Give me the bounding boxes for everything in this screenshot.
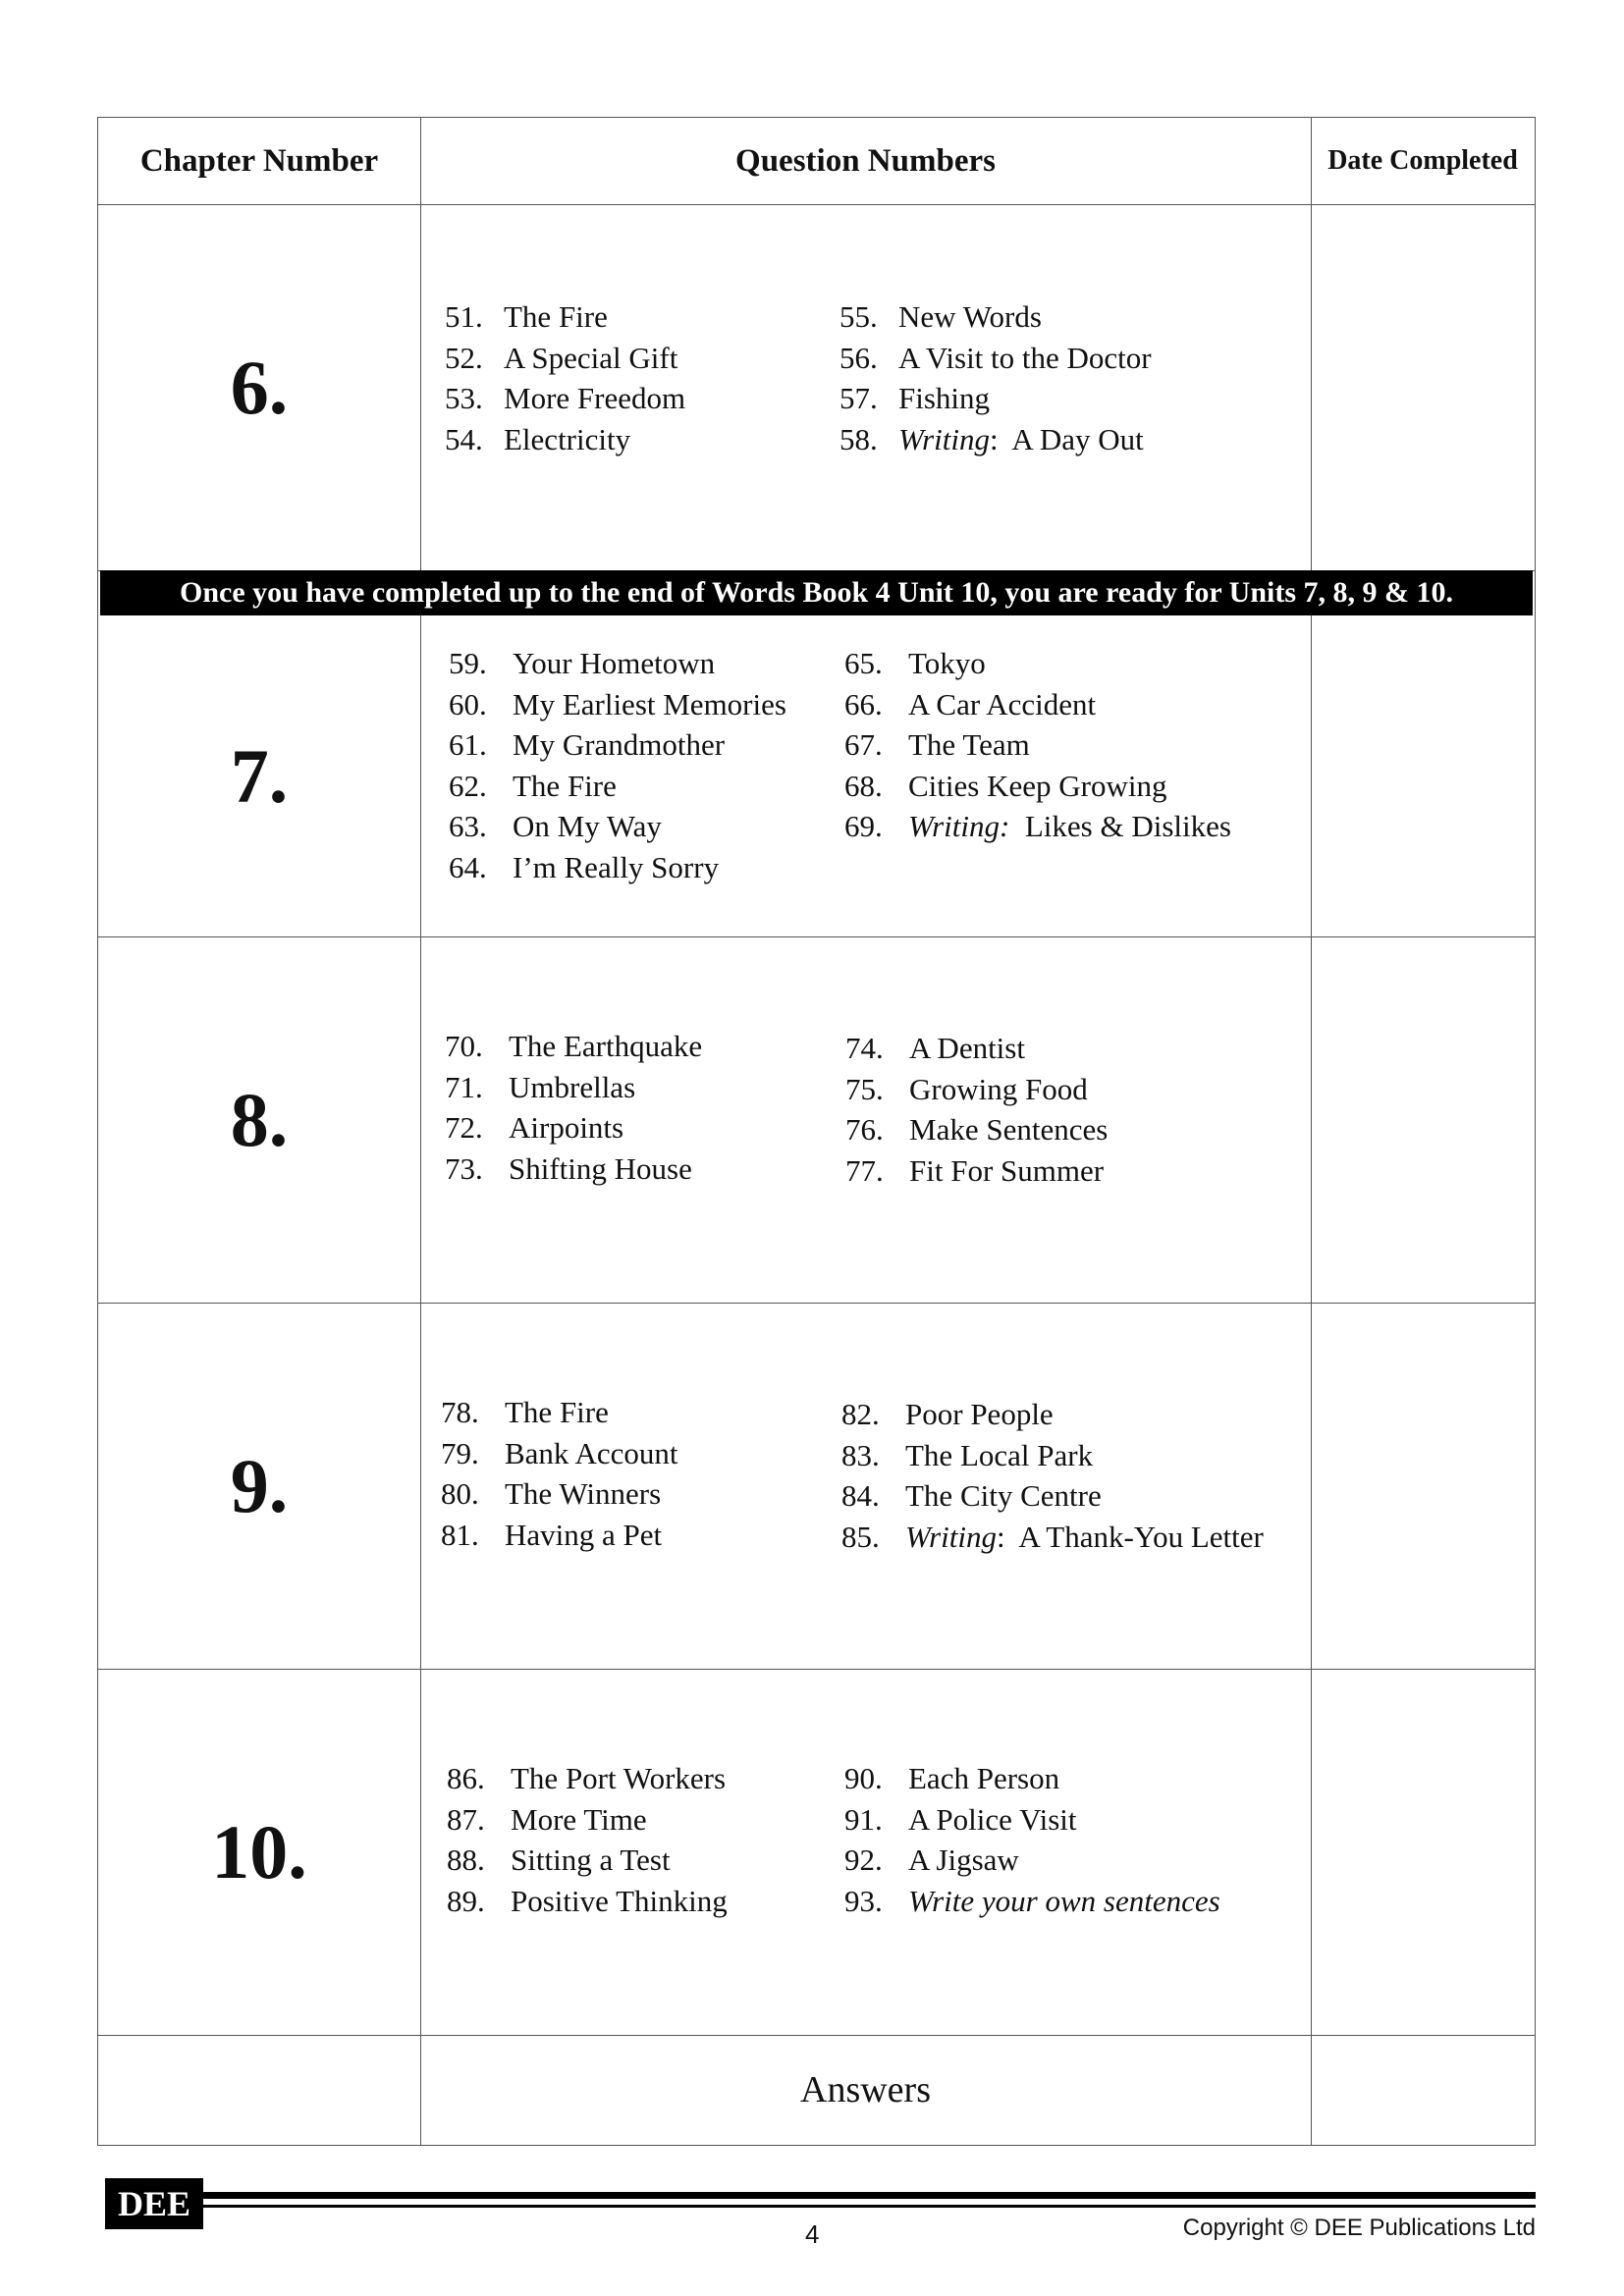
writing-prefix: Writing xyxy=(898,421,991,456)
question-number: 80. xyxy=(441,1476,479,1511)
progress-table xyxy=(97,117,1536,2146)
chapter-6-label: 6. xyxy=(230,344,289,430)
question-item xyxy=(841,1394,1264,1435)
question-title: Growing Food xyxy=(909,1071,1088,1106)
question-item xyxy=(445,296,685,338)
question-number: 85. xyxy=(841,1519,880,1554)
chapter-7-label: 7. xyxy=(230,732,289,819)
question-number: 79. xyxy=(441,1435,479,1470)
question-item xyxy=(844,724,1231,766)
question-item xyxy=(449,724,786,766)
page-number: 4 xyxy=(805,2219,820,2249)
question-title: The Team xyxy=(908,727,1030,762)
question-number: 65. xyxy=(844,646,883,680)
question-title: Shifting House xyxy=(509,1150,692,1186)
question-item xyxy=(844,806,1231,847)
question-number: 77. xyxy=(845,1152,884,1188)
column-divider xyxy=(420,118,421,2145)
question-item xyxy=(445,338,685,379)
question-item xyxy=(447,1840,728,1881)
question-title: The Fire xyxy=(513,768,617,803)
question-number: 73. xyxy=(445,1150,483,1186)
question-number: 76. xyxy=(845,1112,884,1147)
question-item xyxy=(449,806,786,847)
question-number: 91. xyxy=(844,1801,883,1837)
question-number: 84. xyxy=(841,1478,880,1513)
question-number: 82. xyxy=(841,1397,880,1431)
question-number: 87. xyxy=(447,1801,485,1837)
question-item xyxy=(845,1028,1108,1069)
question-number: 61. xyxy=(449,727,487,762)
question-title: A Jigsaw xyxy=(908,1842,1019,1877)
question-number: 57. xyxy=(839,381,878,415)
chapter-10-questions-left xyxy=(447,1758,728,1921)
question-number: 58. xyxy=(839,421,878,456)
question-number: 63. xyxy=(449,809,487,843)
chapter-6-questions-left xyxy=(445,296,685,459)
question-item xyxy=(449,766,786,807)
question-number: 55. xyxy=(839,299,878,334)
question-item xyxy=(447,1758,728,1799)
question-item xyxy=(447,1799,728,1841)
question-title: More Time xyxy=(511,1801,647,1837)
question-item xyxy=(845,1150,1108,1192)
question-title: My Earliest Memories xyxy=(513,686,786,721)
chapter-6-questions-right xyxy=(839,296,1152,459)
question-item xyxy=(841,1475,1264,1517)
question-item xyxy=(445,419,685,460)
question-number: 71. xyxy=(445,1069,483,1104)
chapter-9-questions-left xyxy=(441,1392,678,1555)
question-item xyxy=(449,643,786,684)
question-title: New Words xyxy=(898,299,1042,334)
question-number: 51. xyxy=(445,299,483,334)
question-number: 52. xyxy=(445,340,483,375)
question-number: 68. xyxy=(844,768,883,803)
question-number: 78. xyxy=(441,1395,479,1429)
chapter-10-questions-right xyxy=(844,1758,1220,1921)
chapter-10-label: 10. xyxy=(211,1808,307,1895)
writing-prefix: Write your own sentences xyxy=(908,1883,1220,1918)
question-number: 86. xyxy=(447,1761,485,1795)
writing-prefix: Writing xyxy=(905,1519,998,1554)
question-number: 88. xyxy=(447,1842,485,1877)
question-title: Airpoints xyxy=(509,1110,624,1145)
question-title: Sitting a Test xyxy=(511,1842,671,1877)
question-number: 89. xyxy=(447,1883,485,1918)
header-chapter-number: Chapter Number xyxy=(139,142,379,179)
question-title: A Car Accident xyxy=(908,686,1097,721)
question-number: 81. xyxy=(441,1517,479,1552)
question-title: Cities Keep Growing xyxy=(908,768,1167,803)
question-title: Make Sentences xyxy=(909,1112,1109,1147)
question-title: My Grandmother xyxy=(513,727,726,762)
question-title: : A Day Out xyxy=(990,421,1144,456)
question-title: Likes & Dislikes xyxy=(1009,809,1231,843)
question-item xyxy=(845,1109,1108,1150)
question-item xyxy=(839,419,1152,460)
question-item xyxy=(441,1433,678,1474)
question-title: The Winners xyxy=(505,1476,662,1511)
question-title: : A Thank-You Letter xyxy=(997,1519,1264,1554)
question-title: A Police Visit xyxy=(908,1801,1077,1837)
question-item xyxy=(441,1473,678,1515)
question-item xyxy=(441,1515,678,1556)
question-title: Poor People xyxy=(905,1397,1054,1431)
question-number: 67. xyxy=(844,727,883,762)
question-item xyxy=(839,296,1152,338)
question-title: Bank Account xyxy=(505,1435,678,1470)
question-number: 90. xyxy=(844,1761,883,1795)
question-item xyxy=(844,643,1231,684)
question-title: Your Hometown xyxy=(513,646,716,680)
question-number: 59. xyxy=(449,646,487,680)
chapter-8-questions-right xyxy=(845,1028,1108,1191)
column-divider xyxy=(1311,118,1312,2145)
header-question-numbers: Question Numbers xyxy=(735,142,996,179)
question-item xyxy=(844,1881,1220,1922)
question-number: 70. xyxy=(445,1029,483,1063)
question-title: A Visit to the Doctor xyxy=(898,340,1152,375)
question-title: Fishing xyxy=(898,381,991,415)
question-item xyxy=(841,1435,1264,1476)
question-number: 66. xyxy=(844,686,883,721)
question-title: Umbrellas xyxy=(509,1069,636,1104)
question-title: Positive Thinking xyxy=(511,1883,728,1918)
question-item xyxy=(445,1026,702,1067)
question-number: 60. xyxy=(449,686,487,721)
chapter-7-questions-right xyxy=(844,643,1231,847)
question-item xyxy=(839,378,1152,419)
question-item xyxy=(447,1881,728,1922)
units-ready-banner: Once you have completed up to the end of Words Book 4 Unit 10, you are ready for Units 7, 8, 9 & 10. xyxy=(100,570,1533,615)
question-item xyxy=(445,1148,702,1190)
question-title: Tokyo xyxy=(908,646,986,680)
question-title: A Dentist xyxy=(909,1031,1025,1065)
question-title: Fit For Summer xyxy=(909,1152,1105,1188)
question-title: The Port Workers xyxy=(511,1761,727,1795)
chapter-9-label: 9. xyxy=(230,1442,289,1528)
question-number: 74. xyxy=(845,1031,884,1065)
chapter-9-questions-right xyxy=(841,1394,1264,1557)
copyright-notice: Copyright © DEE Publications Ltd xyxy=(1182,2215,1536,2241)
question-title: The Earthquake xyxy=(509,1029,703,1063)
footer-rule xyxy=(203,2205,1536,2208)
question-number: 72. xyxy=(445,1110,483,1145)
question-item xyxy=(449,684,786,725)
writing-prefix: Writing: xyxy=(908,809,1010,843)
chapter-8-questions-left xyxy=(445,1026,702,1189)
question-item xyxy=(445,378,685,419)
question-title: The Fire xyxy=(504,299,608,334)
footer-rule xyxy=(203,2192,1536,2199)
question-number: 93. xyxy=(844,1883,883,1918)
question-number: 53. xyxy=(445,381,483,415)
question-number: 62. xyxy=(449,768,487,803)
question-number: 75. xyxy=(845,1071,884,1106)
question-title: Having a Pet xyxy=(505,1517,663,1552)
dee-logo: DEE xyxy=(105,2178,203,2229)
question-item xyxy=(845,1069,1108,1110)
question-item xyxy=(449,847,786,888)
question-title: A Special Gift xyxy=(504,340,678,375)
question-title: The Local Park xyxy=(905,1437,1094,1472)
question-number: 56. xyxy=(839,340,878,375)
question-item xyxy=(844,1758,1220,1799)
question-item xyxy=(445,1067,702,1108)
question-title: Electricity xyxy=(504,421,631,456)
question-title: On My Way xyxy=(513,809,662,843)
chapter-7-questions-left xyxy=(449,643,786,887)
question-title: Each Person xyxy=(908,1761,1060,1795)
question-item xyxy=(841,1517,1264,1558)
question-item xyxy=(844,684,1231,725)
question-number: 69. xyxy=(844,809,883,843)
question-title: I’m Really Sorry xyxy=(513,849,720,884)
question-item xyxy=(441,1392,678,1433)
question-number: 92. xyxy=(844,1842,883,1877)
question-item xyxy=(839,338,1152,379)
answers-label: Answers xyxy=(800,2069,931,2110)
question-number: 54. xyxy=(445,421,483,456)
question-title: The Fire xyxy=(505,1395,609,1429)
question-item xyxy=(844,1799,1220,1841)
question-title: More Freedom xyxy=(504,381,686,415)
question-item xyxy=(844,1840,1220,1881)
header-date-completed: Date Completed xyxy=(1327,145,1518,176)
chapter-8-label: 8. xyxy=(230,1076,289,1162)
question-title: The City Centre xyxy=(905,1478,1102,1513)
question-item xyxy=(844,766,1231,807)
question-item xyxy=(445,1107,702,1148)
question-number: 83. xyxy=(841,1437,880,1472)
question-number: 64. xyxy=(449,849,487,884)
